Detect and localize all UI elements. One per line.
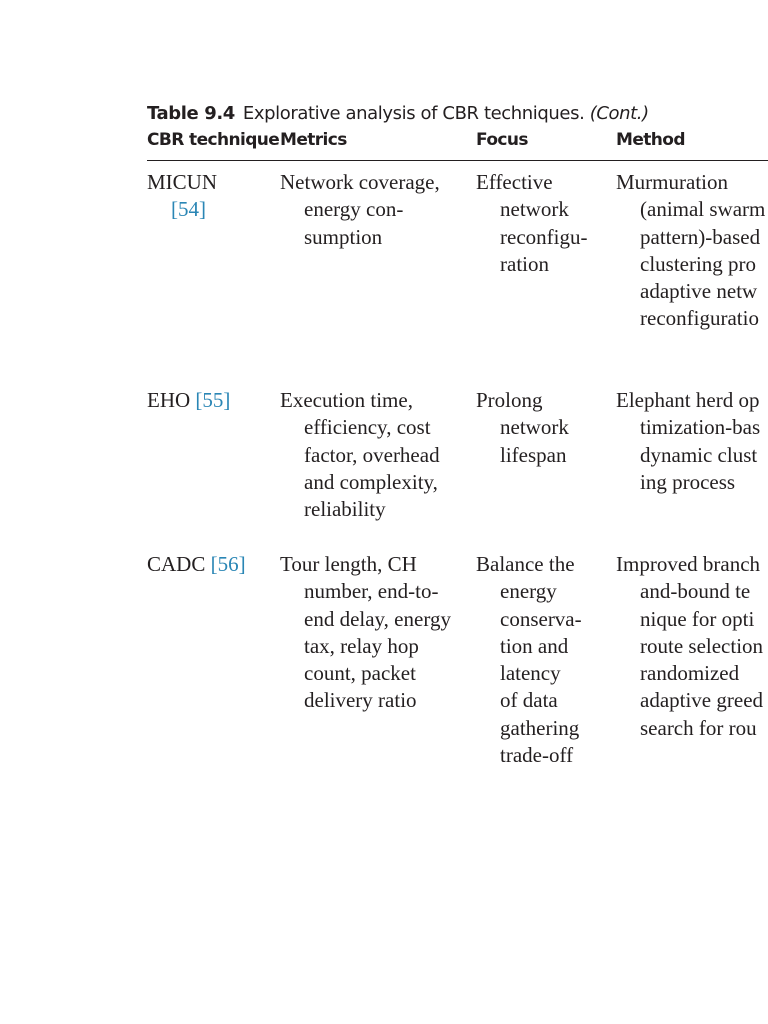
table-continued-note: (Cont.) (589, 103, 649, 124)
focus-line: conserva- (500, 606, 582, 631)
table-row-micun-metrics (280, 169, 440, 251)
table-title: Explorative analysis of CBR techniques. (242, 103, 585, 124)
method-line: pattern)-based (640, 224, 761, 249)
method-line: search for rou (640, 715, 757, 740)
technique-name: MICUN (147, 170, 218, 194)
table-row-cadc-technique (147, 551, 246, 578)
table-row-eho-metrics (280, 387, 440, 523)
header-focus: Focus (476, 130, 528, 150)
table-row-eho-technique (147, 387, 230, 414)
method-line: Elephant herd op (616, 388, 760, 412)
metrics-line: tax, relay hop (304, 633, 419, 658)
metrics-line: end delay, energy (304, 606, 451, 631)
method-line: Improved branch (616, 552, 761, 576)
focus-line: trade-off (500, 743, 574, 768)
table-row-micun-technique (147, 169, 217, 224)
table-row-cadc-method (616, 551, 763, 742)
metrics-line: Tour length, CH (280, 552, 417, 576)
table-label: Table 9.4 (147, 103, 235, 124)
focus-line: ration (500, 251, 549, 276)
focus-line: Effective (476, 170, 553, 194)
focus-line: lifespan (500, 442, 567, 467)
method-line: clustering pro (640, 251, 757, 276)
citation-link[interactable]: [55] (195, 388, 231, 412)
metrics-line: factor, overhead (304, 442, 440, 467)
method-line: (animal swarm (640, 197, 766, 222)
metrics-line: delivery ratio (304, 688, 417, 713)
focus-line: of data (500, 688, 558, 713)
metrics-line: count, packet (304, 661, 416, 686)
metrics-line: efficiency, cost (304, 415, 431, 440)
method-line: adaptive netw (640, 279, 758, 304)
method-line: nique for opti (640, 606, 755, 631)
focus-line: energy (500, 579, 557, 604)
citation-link[interactable]: [56] (210, 552, 246, 576)
table-row-eho-method (616, 387, 760, 496)
metrics-line: energy con- (304, 197, 404, 222)
header-method: Method (616, 130, 685, 150)
method-line: randomized (640, 661, 740, 686)
method-line: timization-bas (640, 415, 761, 440)
table-caption (147, 103, 649, 124)
metrics-line: and complexity, (304, 469, 438, 494)
table-row-cadc-metrics (280, 551, 451, 715)
focus-line: network (500, 415, 569, 440)
method-line: and-bound te (640, 579, 751, 604)
metrics-line: number, end-to- (304, 579, 439, 604)
focus-line: reconfigu- (500, 224, 588, 249)
table-row-eho-focus (476, 387, 569, 469)
header-rule (147, 160, 768, 161)
metrics-line: Network coverage, (280, 170, 440, 194)
metrics-line: Execution time, (280, 388, 413, 412)
technique-name: EHO (147, 388, 191, 412)
focus-line: Balance the (476, 552, 575, 576)
table-row-cadc-focus (476, 551, 582, 769)
metrics-line: reliability (304, 497, 386, 522)
table-row-micun-method (616, 169, 765, 333)
technique-name: CADC (147, 552, 206, 576)
method-line: adaptive greed (640, 688, 764, 713)
method-line: ing process (640, 469, 736, 494)
method-line: reconfiguratio (640, 306, 759, 331)
method-line: dynamic clust (640, 442, 758, 467)
header-metrics: Metrics (280, 130, 347, 150)
citation-link[interactable]: [54] (171, 197, 206, 222)
method-line: Murmuration (616, 170, 728, 194)
focus-line: Prolong (476, 388, 543, 412)
metrics-line: sumption (304, 224, 383, 249)
focus-line: network (500, 197, 569, 222)
focus-line: gathering (500, 715, 580, 740)
focus-line: latency (500, 661, 561, 686)
focus-line: tion and (500, 633, 569, 658)
table-row-micun-focus (476, 169, 587, 278)
method-line: route selection (640, 633, 764, 658)
header-cbr-technique: CBR technique (147, 130, 280, 150)
